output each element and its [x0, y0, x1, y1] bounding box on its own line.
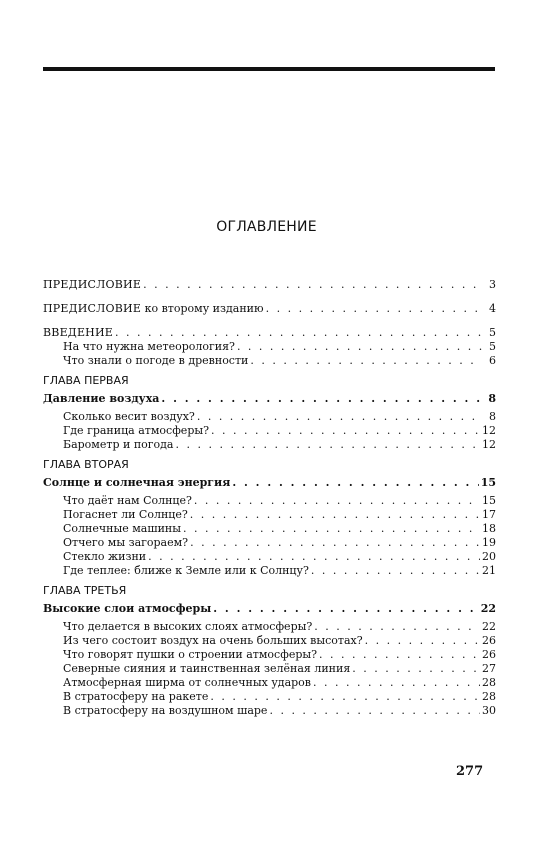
- entry-title: Атмосферная ширма от солнечных ударов: [63, 676, 311, 689]
- toc-subentry[interactable]: [43, 438, 496, 452]
- toc-subentry[interactable]: [43, 648, 496, 662]
- dot-leader: [143, 278, 482, 292]
- entry-title: Давление воздуха: [43, 392, 160, 405]
- entry-page: 18: [482, 522, 496, 535]
- entry-title: В стратосферу на воздушном шаре: [63, 704, 268, 717]
- toc-subentry[interactable]: [43, 676, 496, 690]
- entry-title: Сколько весит воздух?: [63, 410, 195, 423]
- entry-title: ВВЕДЕНИЕ: [43, 326, 113, 339]
- toc-title: ОГЛАВЛЕНИЕ: [216, 219, 317, 235]
- chapter-heading: ГЛАВА ВТОРАЯ: [43, 458, 129, 471]
- toc-chapter-title[interactable]: [43, 392, 496, 406]
- dot-leader: [213, 602, 478, 616]
- entry-page: 21: [482, 564, 496, 577]
- dot-leader: [237, 340, 482, 354]
- entry-page: 3: [489, 278, 496, 291]
- toc-subentry[interactable]: [43, 424, 496, 438]
- dot-leader: [266, 302, 482, 316]
- entry-page: 19: [482, 536, 496, 549]
- entry-page: 12: [482, 424, 496, 437]
- dot-leader: [197, 410, 482, 424]
- entry-title: Что делается в высоких слоях атмосферы?: [63, 620, 313, 633]
- entry-title: Погаснет ли Солнце?: [63, 508, 188, 521]
- dot-leader: [176, 438, 481, 452]
- toc-subentry[interactable]: [43, 340, 496, 354]
- toc-chapter-title[interactable]: [43, 602, 496, 616]
- dot-leader: [183, 522, 480, 536]
- entry-page: 8: [489, 410, 496, 423]
- entry-title: Стекло жизни: [63, 550, 147, 563]
- chapter-heading: ГЛАВА ПЕРВАЯ: [43, 374, 129, 387]
- dot-leader: [148, 550, 480, 564]
- dot-leader: [161, 392, 482, 406]
- toc-subentry[interactable]: [43, 550, 496, 564]
- toc-subentry[interactable]: [43, 522, 496, 536]
- dot-leader: [314, 620, 480, 634]
- toc-subentry[interactable]: [43, 690, 496, 704]
- entry-page: 8: [488, 392, 496, 405]
- table-of-contents: [43, 278, 496, 718]
- entry-page: 26: [482, 634, 496, 647]
- entry-title: На что нужна метеорология?: [63, 340, 235, 353]
- entry-title-caps: ПРЕДИСЛОВИЕ: [43, 302, 142, 315]
- toc-entry-preface[interactable]: [43, 278, 496, 292]
- entry-page: 27: [482, 662, 496, 675]
- chapter-heading: ГЛАВА ТРЕТЬЯ: [43, 584, 127, 597]
- dot-leader: [115, 326, 482, 340]
- toc-subentry[interactable]: [43, 508, 496, 522]
- dot-leader: [190, 508, 480, 522]
- entry-title: Что даёт нам Солнце?: [63, 494, 192, 507]
- entry-title: Отчего мы загораем?: [63, 536, 189, 549]
- entry-title: Что знали о погоде в древности: [63, 354, 249, 367]
- toc-subentry[interactable]: [43, 410, 496, 424]
- entry-page: 5: [489, 340, 496, 353]
- toc-subentry[interactable]: [43, 704, 496, 718]
- toc-chapter-title[interactable]: [43, 476, 496, 490]
- dot-leader: [311, 564, 480, 578]
- entry-page: 4: [489, 302, 496, 315]
- dot-leader: [319, 648, 480, 662]
- toc-subentry[interactable]: [43, 564, 496, 578]
- entry-page: 12: [482, 438, 496, 451]
- dot-leader: [365, 634, 480, 648]
- entry-page: 6: [489, 354, 496, 367]
- dot-leader: [210, 690, 480, 704]
- page-number: 277: [456, 764, 484, 779]
- dot-leader: [232, 476, 478, 490]
- entry-title: В стратосферу на ракете: [63, 690, 209, 703]
- entry-title: Что говорят пушки о строении атмосферы?: [63, 648, 318, 661]
- toc-subentry[interactable]: [43, 494, 496, 508]
- top-rule: [43, 67, 495, 71]
- entry-page: 17: [482, 508, 496, 521]
- dot-leader: [211, 424, 480, 438]
- entry-title: Где граница атмосферы?: [63, 424, 210, 437]
- dot-leader: [194, 494, 480, 508]
- dot-leader: [352, 662, 480, 676]
- dot-leader: [250, 354, 482, 368]
- entry-title: ПРЕДИСЛОВИЕ: [43, 278, 142, 291]
- toc-subentry[interactable]: [43, 536, 496, 550]
- dot-leader: [313, 676, 480, 690]
- entry-title-rest: ко второму изданию: [144, 302, 264, 315]
- entry-page: 15: [482, 494, 496, 507]
- toc-subentry[interactable]: [43, 662, 496, 676]
- dot-leader: [269, 704, 480, 718]
- entry-title: Солнечные машины: [63, 522, 181, 535]
- toc-subentry[interactable]: [43, 634, 496, 648]
- entry-title: Барометр и погода: [63, 438, 174, 451]
- toc-subentry[interactable]: [43, 620, 496, 634]
- entry-title: Из чего состоит воздух на очень больших высотах?: [63, 634, 363, 647]
- entry-page: 20: [482, 550, 496, 563]
- entry-page: 28: [482, 690, 496, 703]
- entry-page: 15: [480, 476, 496, 489]
- entry-page: 22: [482, 620, 496, 633]
- toc-entry-preface-second-edition[interactable]: [43, 302, 496, 316]
- entry-page: 30: [482, 704, 496, 717]
- entry-page: 26: [482, 648, 496, 661]
- entry-title: Высокие слои атмосферы: [43, 602, 212, 615]
- entry-page: 22: [480, 602, 496, 615]
- entry-page: 5: [489, 326, 496, 339]
- entry-title: Где теплее: ближе к Земле или к Солнцу?: [63, 564, 309, 577]
- toc-entry-introduction[interactable]: [43, 326, 496, 340]
- entry-page: 28: [482, 676, 496, 689]
- dot-leader: [190, 536, 480, 550]
- toc-subentry[interactable]: [43, 354, 496, 368]
- entry-title: Северные сияния и таинственная зелёная линия: [63, 662, 351, 675]
- entry-title: Солнце и солнечная энергия: [43, 476, 231, 489]
